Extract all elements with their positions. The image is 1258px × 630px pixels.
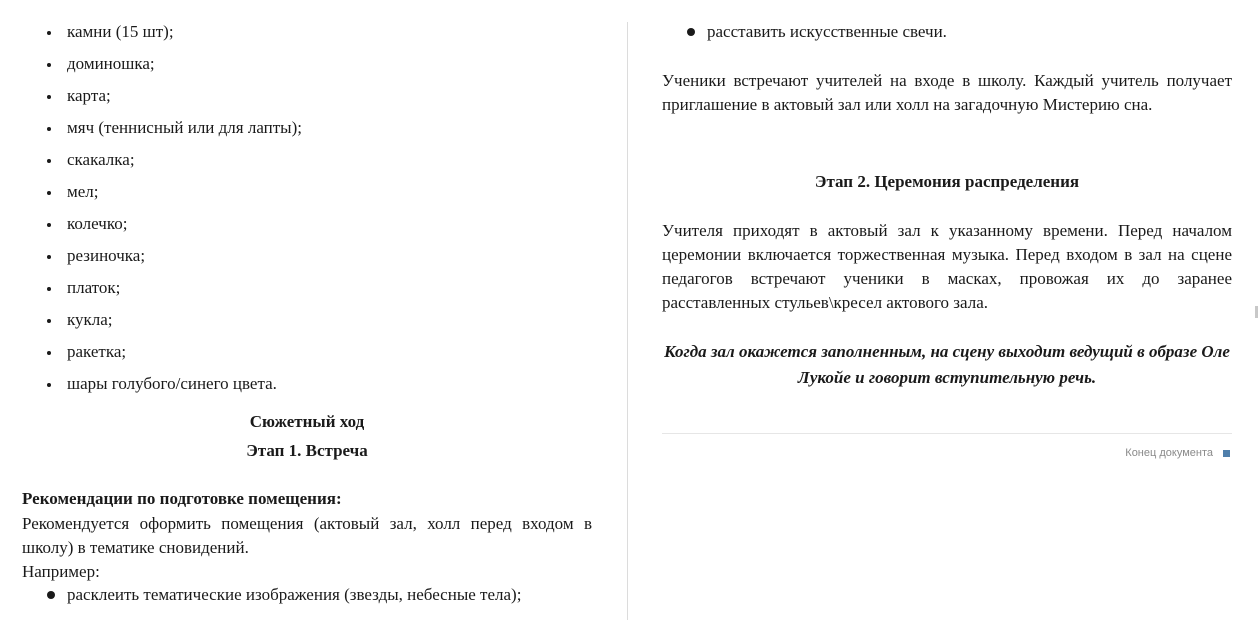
host-note: Когда зал окажется заполненным, на сцену выходит ведущий в образе Оле Лукойе и говорит вступительную речь. (664, 342, 1230, 387)
list-item: мяч (теннисный или для лапты); (67, 118, 302, 137)
list-item: карта; (67, 86, 111, 105)
example-item-text: расклеить тематические изображения (звезды, небесные тела); (67, 585, 522, 604)
list-item: скакалка; (67, 150, 135, 169)
candles-item-text: расставить искусственные свечи. (707, 22, 947, 41)
candles-list-item (707, 21, 947, 43)
ceremony-paragraph: Учителя приходят в актовый зал к указанному времени. Перед началом церемонии включается торжественная музыка. Перед входом в зал на сцене педагогов встречают ученики в масках, провожая их до заранее расставленных стульев\кресел актового зала. (662, 221, 1232, 312)
recommendations-title: Рекомендации по подготовке помещения: (22, 489, 342, 508)
list-item: камни (15 шт); (67, 22, 174, 41)
meeting-paragraph: Ученики встречают учителей на входе в школу. Каждый учитель получает приглашение в актовый зал или холл на загадочную Мистерию сна. (662, 71, 1232, 114)
end-marker-icon (1223, 450, 1230, 457)
bullet-icon (47, 591, 55, 599)
heading-plot: Сюжетный ход (249, 412, 365, 431)
list-item: колечко; (67, 214, 128, 233)
recommendations-text: Рекомендуется оформить помещения (актовый зал, холл перед входом в школу) в тематике сновидений. (22, 514, 592, 557)
example-label: Например: (22, 562, 100, 581)
heading-stage-2: Этап 2. Церемония распределения (814, 172, 1080, 191)
end-of-document-label: Конец документа (1125, 447, 1213, 459)
bullet-icon (687, 28, 695, 36)
list-item: ракетка; (67, 342, 127, 361)
list-item: резиночка; (67, 246, 146, 265)
list-item: кукла; (67, 310, 113, 329)
example-list-item (67, 584, 521, 606)
list-item: мел; (67, 182, 99, 201)
list-item: шары голубого/синего цвета. (67, 374, 277, 393)
heading-stage-1: Этап 1. Встреча (246, 441, 368, 460)
end-separator (662, 433, 1232, 434)
list-item: доминошка; (67, 54, 155, 73)
list-item: платок; (67, 278, 121, 297)
left-page (0, 0, 627, 630)
